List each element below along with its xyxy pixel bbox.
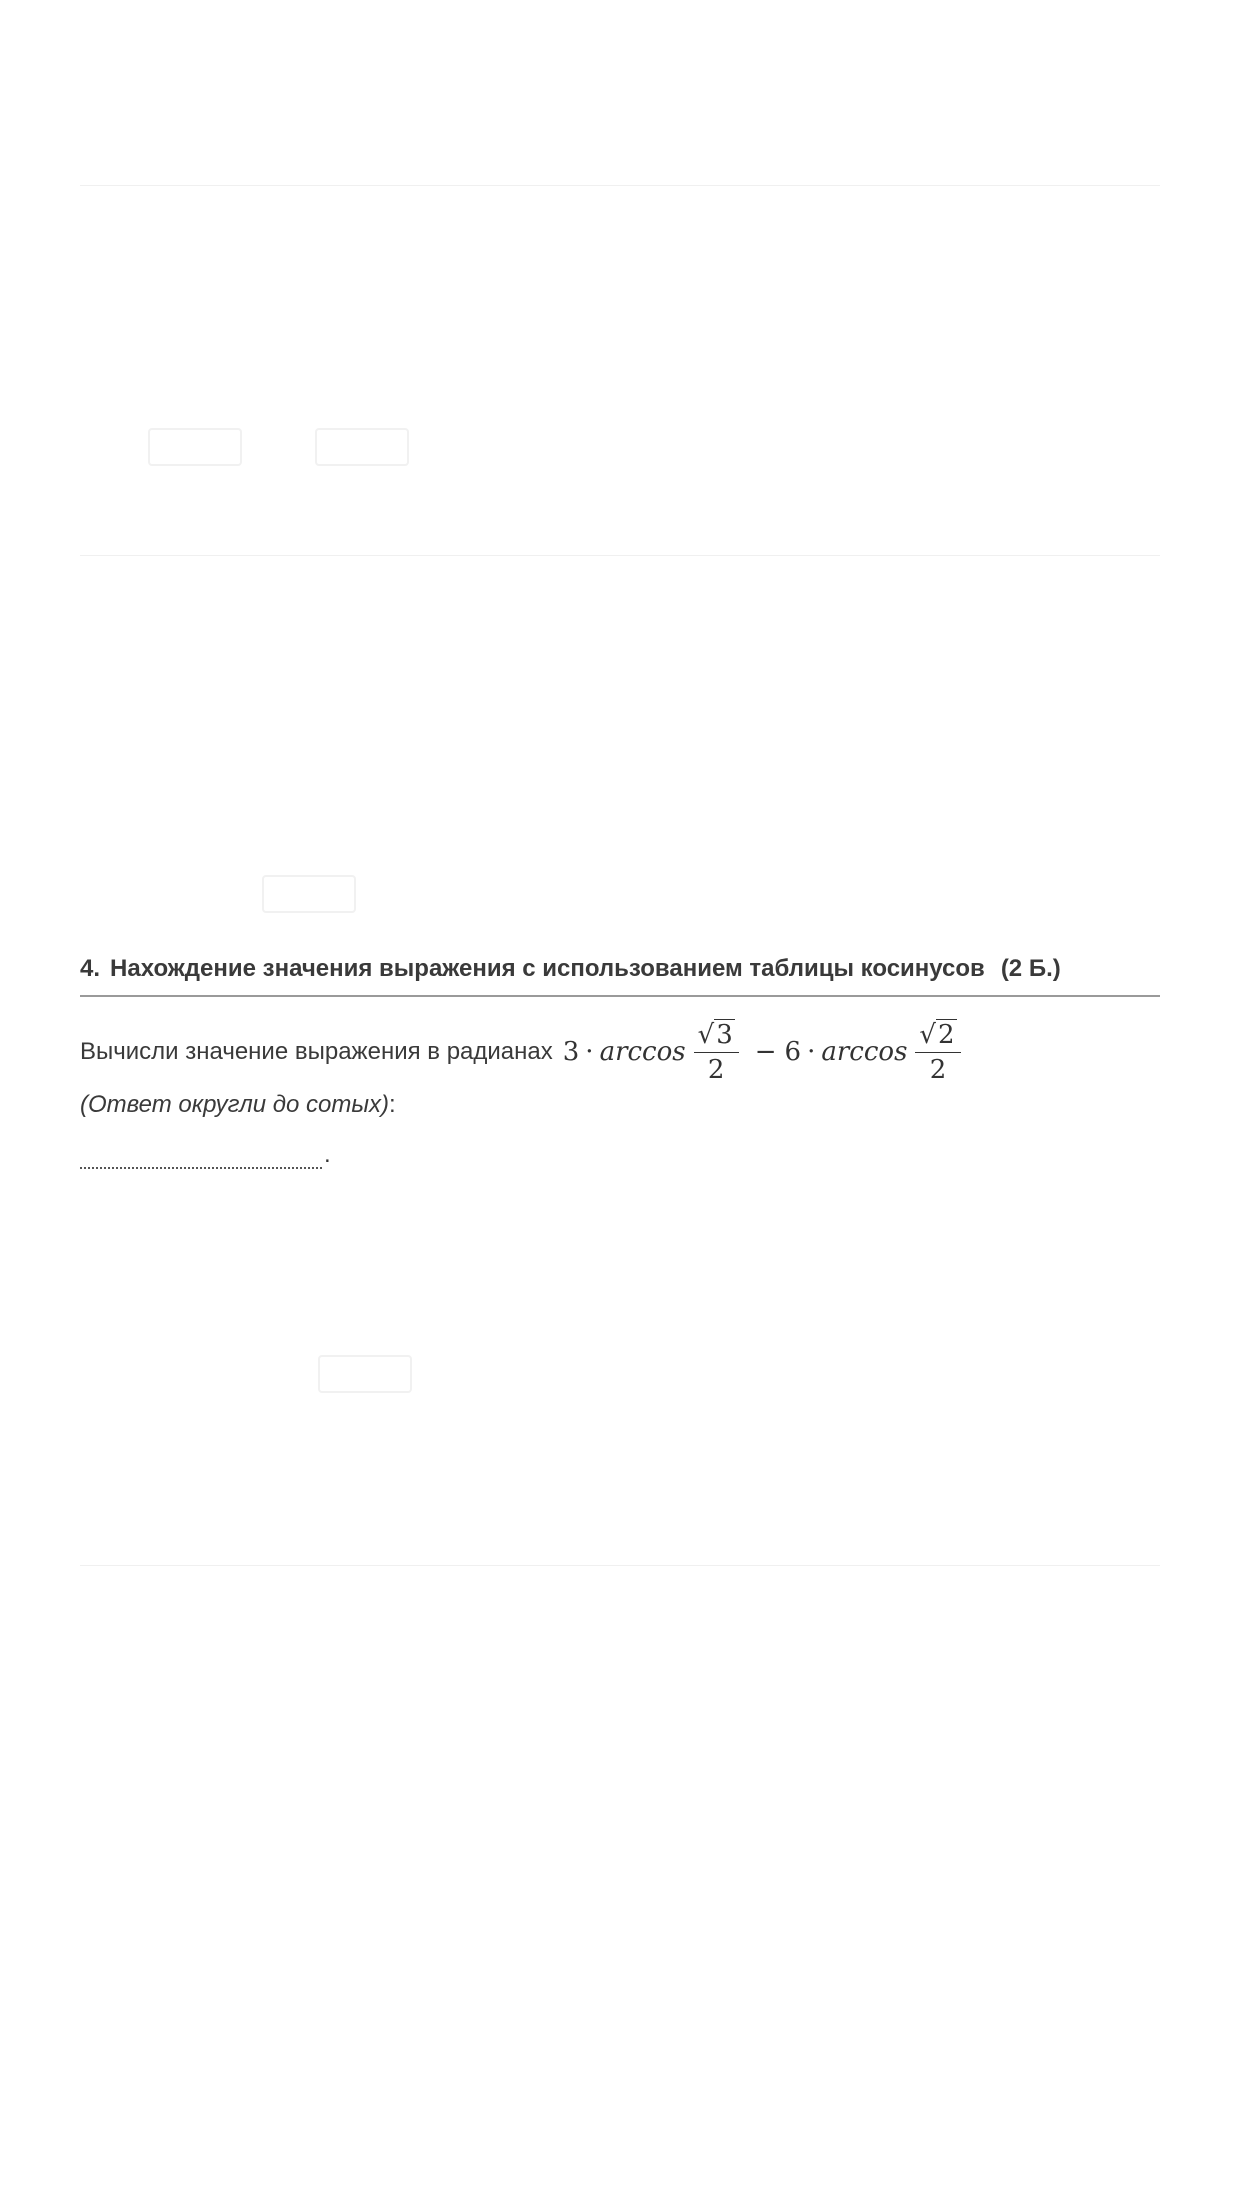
math-arccos: arccos (821, 1037, 908, 1067)
answer-row (80, 1141, 1160, 1169)
fraction-sqrt2-over-2 (915, 1019, 960, 1085)
math-dot: · (585, 1037, 594, 1067)
sqrt-icon: √ (919, 1020, 936, 1050)
answer-input[interactable] (80, 1147, 322, 1169)
task-4 (80, 955, 1160, 1169)
fraction-sqrt3-over-2 (694, 1019, 739, 1085)
rounding-hint (80, 1091, 1160, 1119)
fraction-denominator: 2 (929, 1055, 947, 1085)
faded-divider (80, 185, 1160, 186)
problem-prompt: Вычисли значение выражения в радианах (80, 1038, 553, 1065)
task-points: (2 Б.) (1000, 955, 1061, 982)
problem-statement (80, 1019, 1160, 1085)
faded-input-box (148, 428, 242, 466)
sqrt-2 (919, 1019, 956, 1050)
faded-input-box (318, 1355, 412, 1393)
task-number: 4. (80, 955, 101, 982)
math-dot: · (807, 1037, 816, 1067)
task-title (80, 955, 1160, 997)
radicand: 3 (716, 1020, 733, 1050)
math-coef-1: 3 (562, 1037, 580, 1067)
sqrt-3 (698, 1019, 735, 1050)
answer-period: . (324, 1141, 331, 1168)
faded-divider (80, 555, 1160, 556)
task-title-text: Нахождение значения выражения с использованием таблицы косинусов (110, 955, 985, 982)
math-coef-2: 6 (784, 1037, 802, 1067)
sqrt-icon: √ (697, 1020, 715, 1050)
math-arccos: arccos (599, 1037, 686, 1067)
rounding-hint-text: (Ответ округли до сотых) (80, 1091, 390, 1118)
fraction-numerator (694, 1019, 739, 1053)
math-minus: − (754, 1037, 777, 1067)
fraction-denominator: 2 (707, 1055, 725, 1085)
radicand: 2 (938, 1020, 955, 1050)
faded-input-box (315, 428, 409, 466)
fraction-numerator (915, 1019, 960, 1053)
faded-input-box (262, 875, 356, 913)
faded-divider (80, 1565, 1160, 1566)
hint-colon: : (389, 1091, 396, 1118)
